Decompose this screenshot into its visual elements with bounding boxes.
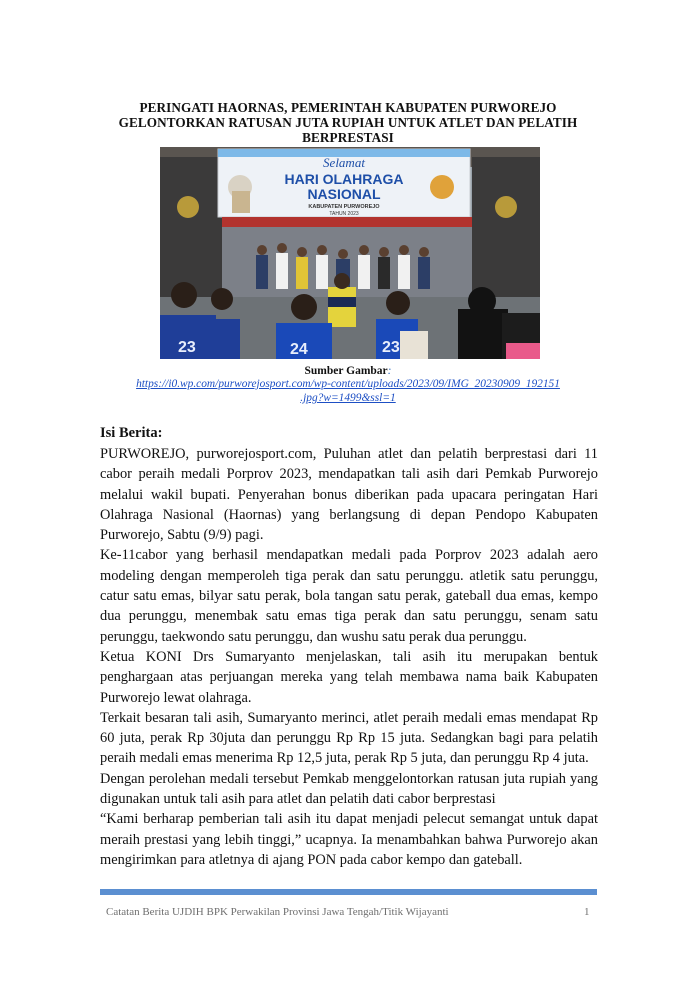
- left-emblem-icon: [177, 196, 199, 218]
- source-url-line-2[interactable]: .jpg?w=1499&ssl=1: [300, 392, 396, 404]
- right-pillar: [472, 157, 540, 307]
- right-emblem-icon: [495, 196, 517, 218]
- paragraph: Terkait besaran tali asih, Sumaryanto merinci, atlet peraih medali emas mendapat Rp 60 juta, perak Rp 30juta dan perunggu Rp Rp 15 juta. Sedangkan bagi para pelatih peraih medali emas menerima Rp 12,5 juta, perak Rp 5 juta, dan perunggu Rp 4 juta.: [100, 709, 598, 767]
- image-source-label: [0, 364, 696, 378]
- jersey-number-left: 23: [178, 339, 196, 356]
- banner-line-1: HARI OLAHRAGA: [284, 171, 404, 187]
- image-source-link[interactable]: [110, 377, 586, 405]
- footer-divider: [100, 889, 597, 895]
- banner-line-4: TAHUN 2023: [329, 211, 359, 217]
- source-url-line-1[interactable]: https://i0.wp.com/purworejosport.com/wp-content/uploads/2023/09/IMG_20230909_192151: [136, 378, 560, 390]
- title-line-1: PERINGATI HAORNAS, PEMERINTAH KABUPATEN PURWOREJO: [139, 100, 557, 115]
- banner-script-text: Selamat: [323, 155, 365, 170]
- banner-line-3: KABUPATEN PURWOREJO: [308, 204, 380, 210]
- event-photo-illustration: [160, 147, 540, 359]
- paragraph: PURWOREJO, purworejosport.com, Puluhan atlet dan pelatih berprestasi dari 11 cabor peraih medali Porprov 2023, mendapatkan tali asih dari Pemkab Purworejo melalui wakil bupati. Penyerahan bonus diberikan pada upacara peringatan Hari Olahraga Nasional (Haornas) yang berlangsung di depan Pendopo Kabupaten Purworejo, Sabtu (9/9) pagi.: [100, 446, 598, 544]
- haornas-logo-icon: [430, 175, 454, 199]
- title-line-3: BERPRESTASI: [302, 130, 394, 145]
- jersey-number-right: 23: [382, 339, 400, 356]
- paragraph: Ketua KONI Drs Sumaryanto menjelaskan, tali asih itu merupakan bentuk penghargaan atas perjuangan mereka yang telah membawa nama baik Kabupaten Purworejo lewat olahraga.: [100, 648, 598, 706]
- footer-credit: Catatan Berita UJDIH BPK Perwakilan Provinsi Jawa Tengah/Titik Wijayanti: [106, 906, 449, 918]
- news-photo: [160, 147, 540, 359]
- left-pillar: [160, 157, 222, 297]
- paragraph: Dengan perolehan medali tersebut Pemkab menggelontorkan ratusan juta rupiah yang digunakan untuk tali asih para atlet dan pelatih dati cabor berprestasi: [100, 770, 598, 808]
- section-heading: Isi Berita:: [100, 425, 163, 441]
- paragraph: “Kami berharap pemberian tali asih itu dapat menjadi pelecut semangat untuk dapat meraih prestasi yang lebih tinggi,” ucapnya. Ia menambahkan bahwa Purworejo akan mengirimkan para atletnya di ajang PON pada cabor kempo dan gateball.: [100, 811, 598, 868]
- source-label-colon: :: [387, 365, 392, 377]
- paragraph: Ke-11cabor yang berhasil mendapatkan medali pada Porprov 2023 adalah aero modeling dengan memperoleh tiga perak dan satu perunggu. atletik satu perunggu, catur satu emas, bilyar satu perak, bola tangan satu perak, gateball dua emas, kempo dua perunggu, menembak satu emas tiga perak dan satu perunggu, senam satu perunggu, taekwondo satu perunggu, dan wushu satu perak dua perunggu.: [100, 547, 598, 645]
- page-number: 1: [584, 906, 590, 918]
- tent-awning: [222, 217, 472, 227]
- jersey-number-mid: 24: [290, 341, 308, 358]
- title-line-2: GELONTORKAN RATUSAN JUTA RUPIAH UNTUK ATLET DAN PELATIH: [118, 115, 578, 130]
- banner-line-2: NASIONAL: [307, 186, 381, 202]
- source-label-text: Sumber Gambar: [304, 365, 388, 377]
- article-body: [100, 444, 598, 870]
- document-title: [100, 100, 596, 145]
